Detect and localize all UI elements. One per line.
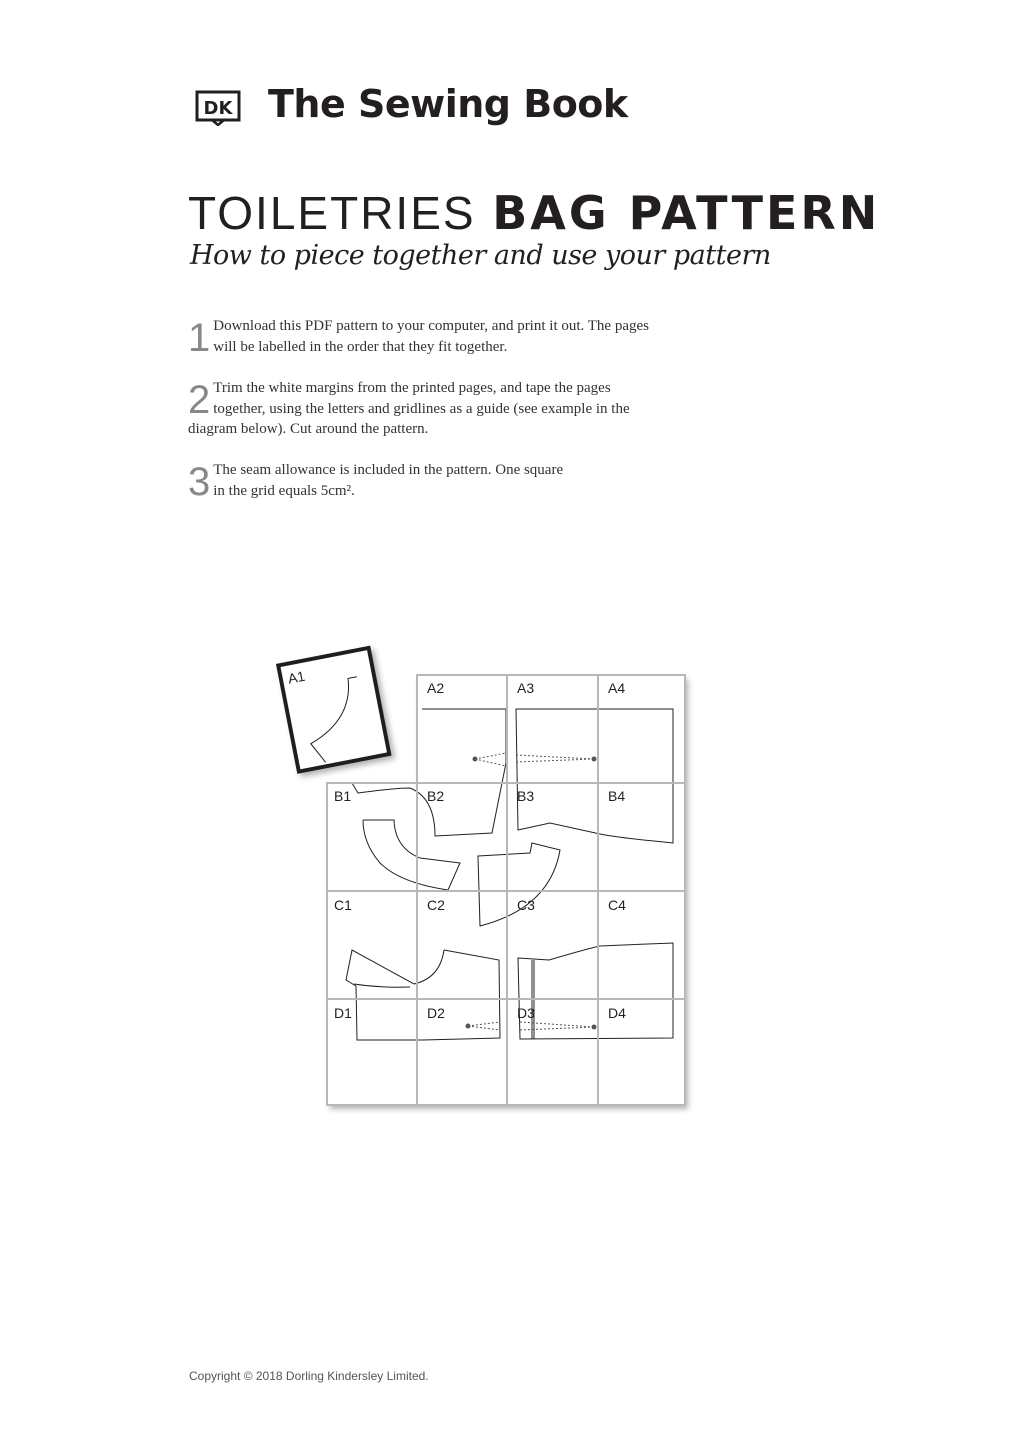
- page-title: [188, 186, 880, 240]
- title-bold: BAG PATTERN: [492, 186, 881, 240]
- step-text: Download this PDF pattern to your computer, and print it out. The pages will be labelled in the order that they fit together.: [213, 318, 649, 355]
- cell-label: C3: [517, 897, 535, 913]
- cell-label: D4: [608, 1005, 626, 1021]
- logo-text: DK: [203, 98, 233, 119]
- step-1: [188, 316, 658, 360]
- book-title: The Sewing Book: [268, 82, 628, 126]
- cell-label: A2: [427, 680, 445, 696]
- cell-label: C1: [334, 897, 352, 913]
- step-number: 1: [188, 316, 211, 360]
- cell-label: D1: [334, 1005, 352, 1021]
- step-number: 2: [188, 378, 211, 422]
- page-label: A1: [286, 667, 307, 687]
- cell-label: B1: [334, 788, 352, 804]
- step-3: [188, 460, 578, 504]
- step-text: The seam allowance is included in the pattern. One square in the grid equals 5cm².: [213, 462, 564, 499]
- cell-label: B3: [517, 788, 535, 804]
- copyright: Copyright © 2018 Dorling Kindersley Limited.: [189, 1369, 429, 1383]
- cell-label: C2: [427, 897, 445, 913]
- title-light: TOILETRIES: [188, 187, 476, 239]
- pattern-assembly-diagram: [270, 638, 700, 1122]
- step-number: 3: [188, 460, 211, 504]
- cell-label: A4: [608, 680, 626, 696]
- cell-label: B4: [608, 788, 626, 804]
- cell-label: C4: [608, 897, 626, 913]
- subtitle: How to piece together and use your pattern: [190, 240, 771, 271]
- cell-label: A3: [517, 680, 535, 696]
- step-2: [188, 378, 658, 440]
- loose-page-a1: [278, 648, 389, 772]
- step-text: Trim the white margins from the printed pages, and tape the pages together, using the letters and gridlines as a guide (see example in the diagram below). Cut around the pattern.: [188, 380, 630, 437]
- cell-label: D2: [427, 1005, 445, 1021]
- cell-label: D3: [517, 1005, 535, 1021]
- dk-logo: [195, 90, 241, 126]
- cell-label: B2: [427, 788, 445, 804]
